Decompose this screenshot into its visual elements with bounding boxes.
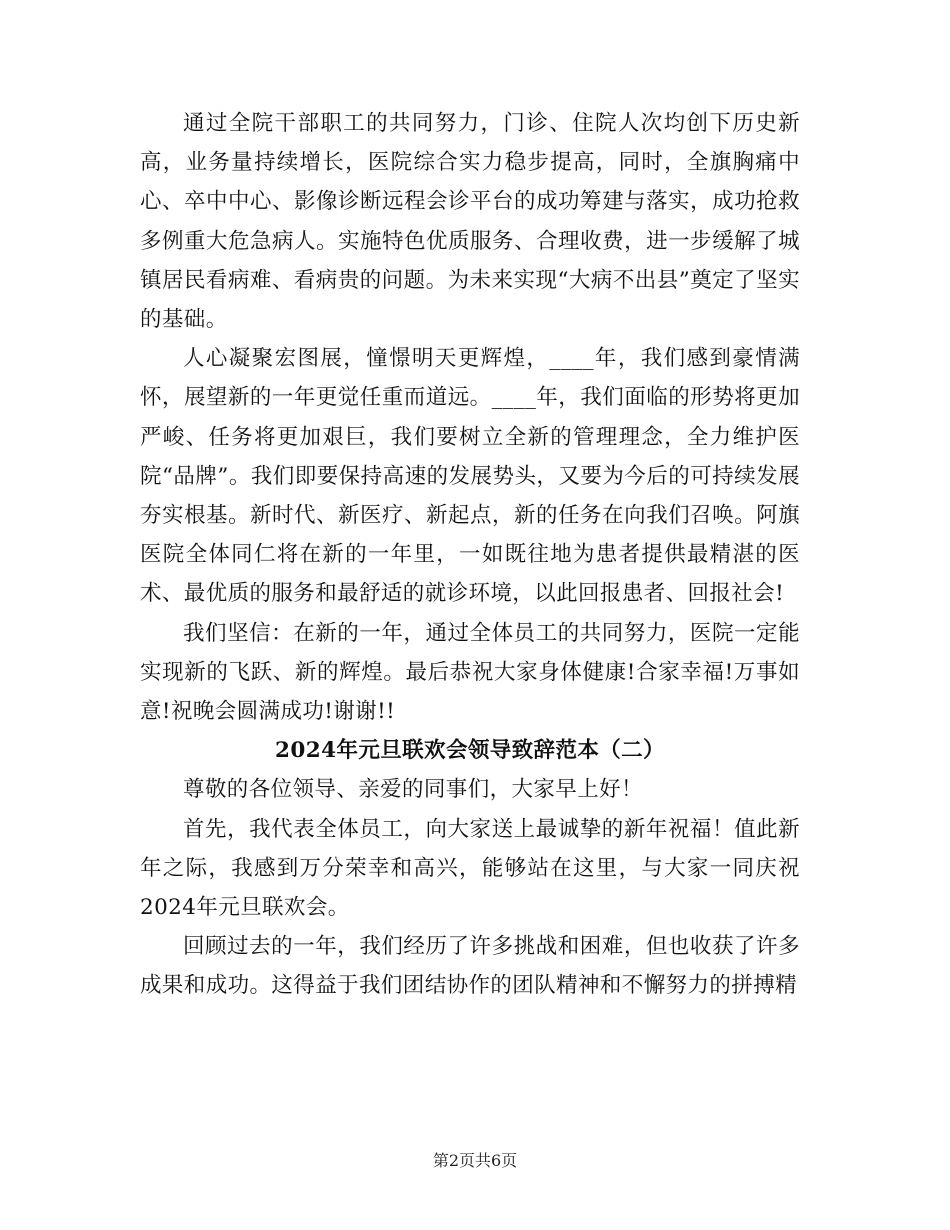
paragraph: 通过全院干部职工的共同努力，门诊、住院人次均创下历史新高，业务量持续增长，医院综合实力稳步提高，同时，全旗胸痛中心、卒中中心、影像诊断远程会诊平台的成功筹建与落实，成功抢救多例重大危急病人。实施特色优质服务、合理收费，进一步缓解了城镇居民看病难、看病贵的问题。为未来实现“大病不出县”奠定了坚实的基础。 — [140, 111, 800, 333]
page-number: 第2页共6页 — [432, 1151, 518, 1170]
paragraph: 回顾过去的一年，我们经历了许多挑战和困难，但也收获了许多成果和成功。这得益于我们团结协作的团队精神和不懈努力的拼搏精 — [140, 934, 800, 999]
paragraph: 我们坚信：在新的一年，通过全体员工的共同努力，医院一定能实现新的飞跃、新的辉煌。最后恭祝大家身体健康!合家幸福!万事如意!祝晚会圆满成功!谢谢!! — [140, 620, 800, 725]
document-body — [140, 104, 800, 1006]
paragraph: 人心凝聚宏图展，憧憬明天更辉煌，____年，我们感到豪情满怀，展望新的一年更觉任重而道远。____年，我们面临的形势将更加严峻、任务将更加艰巨，我们要树立全新的管理理念，全力维护医院“品牌”。我们即要保持高速的发展势头，又要为今后的可持续发展夯实根基。新时代、新医疗、新起点，新的任务在向我们召唤。阿旗医院全体同仁将在新的一年里，一如既往地为患者提供最精湛的医术、最优质的服务和最舒适的就诊环境，以此回报患者、回报社会! — [140, 346, 800, 607]
paragraph: 首先，我代表全体员工，向大家送上最诚挚的新年祝福！值此新年之际，我感到万分荣幸和高兴，能够站在这里，与大家一同庆祝2024年元旦联欢会。 — [140, 816, 800, 921]
section-title: 2024年元旦联欢会领导致辞范本（二） — [275, 738, 665, 764]
paragraph: 尊敬的各位领导、亲爱的同事们，大家早上好！ — [183, 777, 643, 803]
